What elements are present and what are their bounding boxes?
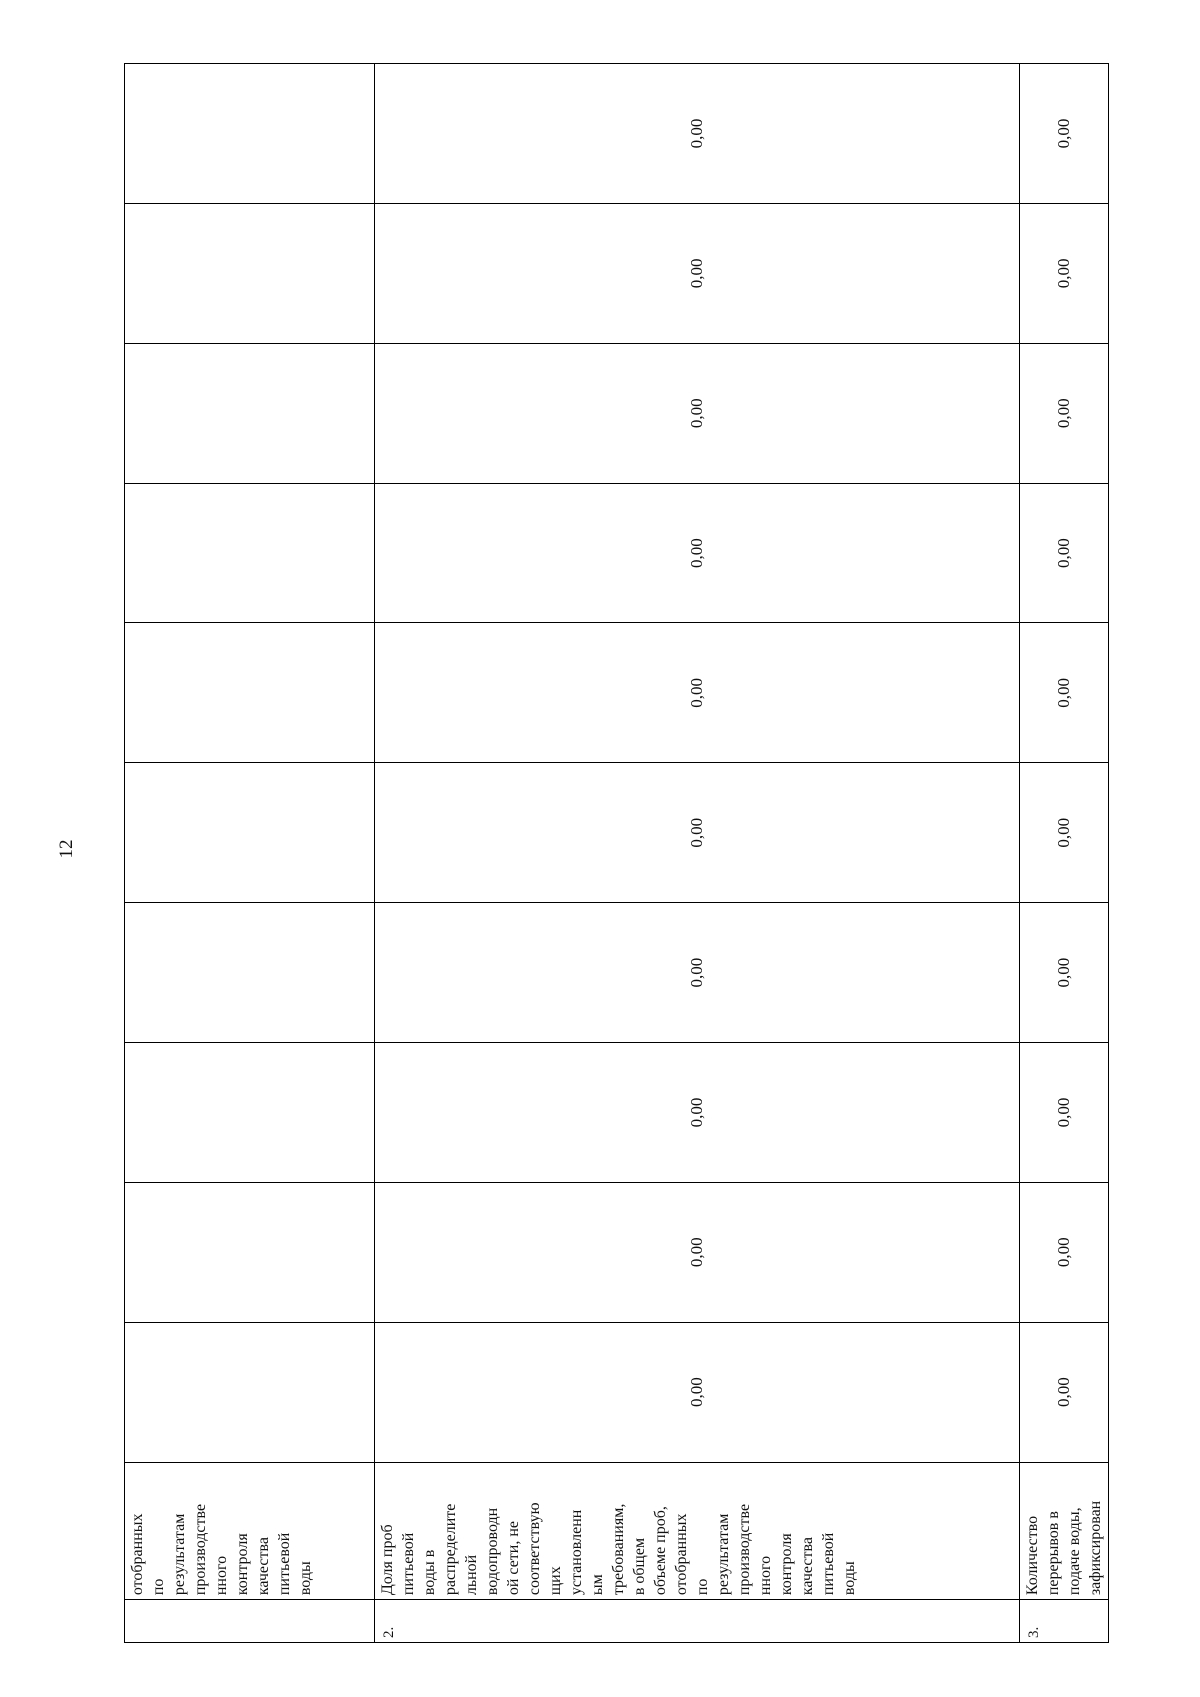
indicator-name-line: соответствую bbox=[526, 1502, 543, 1596]
row-number-cell: 2. bbox=[375, 1600, 1020, 1643]
indicator-name-line: Количество bbox=[1024, 1515, 1041, 1596]
indicator-name-line: зафиксирован bbox=[1087, 1500, 1104, 1596]
indicator-name-line: по bbox=[150, 1578, 167, 1596]
indicator-name-line: воды bbox=[841, 1561, 858, 1596]
value-cell: 0,00 bbox=[375, 763, 1020, 903]
indicator-name-line: объеме проб, bbox=[652, 1506, 669, 1596]
indicator-name-line: питьевой bbox=[820, 1532, 837, 1596]
value-cell bbox=[125, 903, 375, 1043]
value-cell: 0,00 bbox=[375, 623, 1020, 763]
indicator-name-cell bbox=[1020, 1462, 1109, 1600]
indicator-name-line: воды в bbox=[421, 1549, 438, 1596]
indicator-name-line: качества bbox=[799, 1537, 816, 1596]
table-row bbox=[375, 64, 1020, 1643]
indicator-name-cell bbox=[375, 1462, 1020, 1600]
value-cell: 0,00 bbox=[1020, 903, 1109, 1043]
indicator-name-line: требованиям, bbox=[610, 1503, 627, 1596]
indicator-name-line: льной bbox=[463, 1554, 480, 1596]
indicator-name-line: подаче воды, bbox=[1066, 1507, 1083, 1596]
indicator-name-line: отобранных bbox=[673, 1513, 690, 1596]
indicator-name-line: питьевой bbox=[400, 1532, 417, 1596]
indicator-name-line: распределите bbox=[442, 1503, 459, 1596]
indicator-name-line: контроля bbox=[234, 1533, 251, 1596]
indicator-name-line: производстве bbox=[736, 1503, 753, 1596]
value-cell: 0,00 bbox=[375, 483, 1020, 623]
table-row bbox=[125, 64, 375, 1643]
indicator-name-line: перерывов в bbox=[1045, 1511, 1062, 1596]
indicator-name-line: нного bbox=[213, 1555, 230, 1596]
indicator-name-line: установленн bbox=[568, 1509, 585, 1596]
indicator-name-line: в общем bbox=[631, 1537, 648, 1596]
value-cell bbox=[125, 64, 375, 204]
indicator-name-line: производстве bbox=[192, 1503, 209, 1596]
indicator-name-line: ым bbox=[589, 1574, 606, 1596]
indicator-name-line: воды bbox=[297, 1561, 314, 1596]
value-cell: 0,00 bbox=[1020, 1322, 1109, 1462]
value-cell bbox=[125, 1322, 375, 1462]
value-cell bbox=[125, 1043, 375, 1183]
value-cell: 0,00 bbox=[375, 64, 1020, 204]
value-cell: 0,00 bbox=[375, 1043, 1020, 1183]
indicator-name-line: щих bbox=[547, 1566, 564, 1596]
value-cell bbox=[125, 203, 375, 343]
value-cell bbox=[125, 1182, 375, 1322]
indicator-name-line: по bbox=[694, 1578, 711, 1596]
indicator-name-line: результатам bbox=[715, 1513, 732, 1596]
indicator-name-line: водопроводн bbox=[484, 1507, 501, 1596]
indicator-name-line: питьевой bbox=[276, 1532, 293, 1596]
value-cell bbox=[125, 343, 375, 483]
value-cell: 0,00 bbox=[375, 1182, 1020, 1322]
value-cell: 0,00 bbox=[375, 203, 1020, 343]
table-body bbox=[125, 64, 1109, 1643]
table-row bbox=[1020, 64, 1109, 1643]
value-cell: 0,00 bbox=[1020, 483, 1109, 623]
value-cell: 0,00 bbox=[1020, 64, 1109, 204]
value-cell: 0,00 bbox=[1020, 1043, 1109, 1183]
row-number-cell: 3. bbox=[1020, 1600, 1109, 1643]
indicator-name-line: нного bbox=[757, 1555, 774, 1596]
row-number-cell bbox=[125, 1600, 375, 1643]
value-cell: 0,00 bbox=[375, 1322, 1020, 1462]
value-cell: 0,00 bbox=[1020, 623, 1109, 763]
value-cell: 0,00 bbox=[375, 903, 1020, 1043]
indicator-name-line: контроля bbox=[778, 1533, 795, 1596]
indicator-name-line: качества bbox=[255, 1537, 272, 1596]
value-cell bbox=[125, 763, 375, 903]
page-number: 12 bbox=[56, 839, 77, 859]
indicator-name-line: ой сети, не bbox=[505, 1520, 522, 1596]
indicator-name-line: результатам bbox=[171, 1513, 188, 1596]
indicator-name-line: Доля проб bbox=[379, 1524, 396, 1596]
value-cell: 0,00 bbox=[1020, 203, 1109, 343]
indicator-name-line: отобранных bbox=[129, 1513, 146, 1596]
value-cell: 0,00 bbox=[375, 343, 1020, 483]
value-cell bbox=[125, 623, 375, 763]
indicators-table bbox=[124, 63, 1109, 1643]
value-cell bbox=[125, 483, 375, 623]
value-cell: 0,00 bbox=[1020, 1182, 1109, 1322]
value-cell: 0,00 bbox=[1020, 763, 1109, 903]
rotated-table-container bbox=[124, 63, 1104, 1643]
value-cell: 0,00 bbox=[1020, 343, 1109, 483]
indicator-name-cell bbox=[125, 1462, 375, 1600]
